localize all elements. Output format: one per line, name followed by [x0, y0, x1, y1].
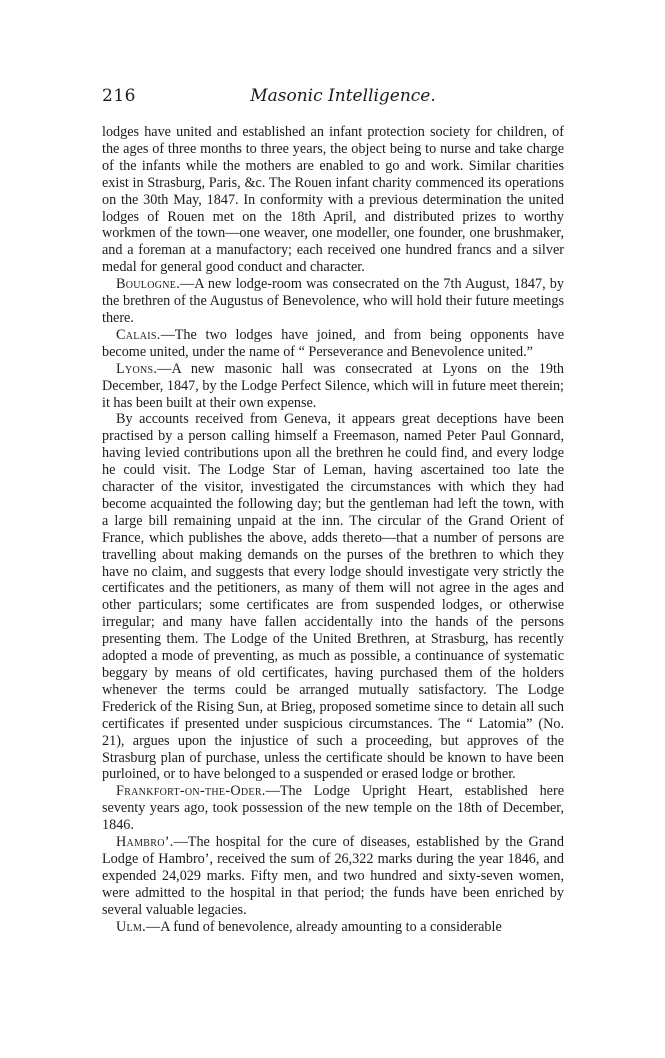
paragraph-text: lodges have united and established an infant protection society for children, of the ages of three months to three years, the object being to nurse and take charge of the infants while the mothers are enabled to go and work. Similar charities exist in Strasburg, Paris, &c. The Rouen infant charity commenced its operations on the 30th May, 1847. In conformity with a previous determination the united lodges of Rouen met on the 18th April, and distributed prizes to worthy workmen of the town—one weaver, one modeller, one founder, one brushmaker, and a foreman at a manufactory; each received one hundred francs and a silver medal for general good conduct and character.	[102, 124, 564, 276]
paragraph	[102, 834, 564, 919]
place-heading: Ulm.	[116, 918, 146, 935]
article-body	[102, 124, 564, 936]
paragraph	[102, 276, 564, 327]
place-heading: Calais.	[116, 326, 161, 343]
book-page	[102, 86, 564, 936]
paragraph-text: —The two lodges have joined, and from being opponents have become united, under the name of “ Perseverance and Benevolence united.”	[102, 326, 564, 360]
place-heading: Hambro’.	[116, 834, 174, 851]
paragraph-text: —A fund of benevolence, already amounting to a considerable	[146, 918, 502, 935]
running-head	[102, 86, 564, 110]
paragraph-text: By accounts received from Geneva, it appears great deceptions have been practised by a person calling himself a Freemason, named Peter Paul Gonnard, having levied contributions upon all the brethren he could find, and every lodge he could visit. The Lodge Star of Leman, having ascertained too late the character of the visitor, investigated the circumstances with which they had become acquainted the following day; but the gentleman had left the town, with a large bill remaining unpaid at the inn. The circular of the Grand Orient of France, which publishes the above, adds thereto—that a number of persons are travelling about making demands on the purses of the brethren to which they have no claim, and suggests that every lodge should investigate very strictly the certificates and the petitioners, as many of them will not agree in the ages and other particulars; some certificates are from suspended lodges, or otherwise irregular; and many have fallen accidentally into the hands of the persons presenting them. The Lodge of the United Brethren, at Strasburg, has recently adopted a mode of preventing, as much as possible, a continuance of systematic beggary by means of old certificates, having purchased them of the holders whenever the terms could be arranged mutually satisfactory. The Lodge Frederick of the Rising Sun, at Brieg, proposed sometime since to detain all such certificates if presented under suspicious circumstances. The “ Latomia” (No. 21), argues upon the injustice of such a proceeding, but approves of the Strasburg plan of purchase, unless the certificate should be known to have been purloined, or to have belonged to a suspended or erased lodge or brother.	[102, 411, 564, 783]
page-number: 216	[102, 86, 136, 106]
place-heading: Lyons.	[116, 360, 158, 377]
paragraph-text: —A new masonic hall was consecrated at Lyons on the 19th December, 1847, by the Lodge Perfect Silence, which will in future meet therein; it has been built at their own expense.	[102, 360, 564, 411]
paragraph	[102, 783, 564, 834]
running-title: Masonic Intelligence.	[250, 86, 436, 106]
place-heading: Frankfort-on-the-Oder.	[116, 783, 266, 800]
paragraph	[102, 919, 564, 936]
paragraph	[102, 361, 564, 412]
paragraph-text: —A new lodge-room was consecrated on the 7th August, 1847, by the brethren of the Augustus of Benevolence, who will hold their future meetings there.	[102, 276, 564, 326]
place-heading: Boulogne.	[116, 276, 181, 293]
paragraph	[102, 327, 564, 361]
paragraph	[102, 124, 564, 276]
paragraph-text: —The Lodge Upright Heart, established here seventy years ago, took possession of the new temple on the 18th of December, 1846.	[102, 783, 564, 834]
paragraph-text: —The hospital for the cure of diseases, established by the Grand Lodge of Hambro’, received the sum of 26,322 marks during the year 1846, and expended 24,029 marks. Fifty men, and two hundred and sixty-seven women, were admitted to the hospital in that period; the funds have been enriched by several valuable legacies.	[102, 834, 564, 918]
paragraph	[102, 411, 564, 783]
